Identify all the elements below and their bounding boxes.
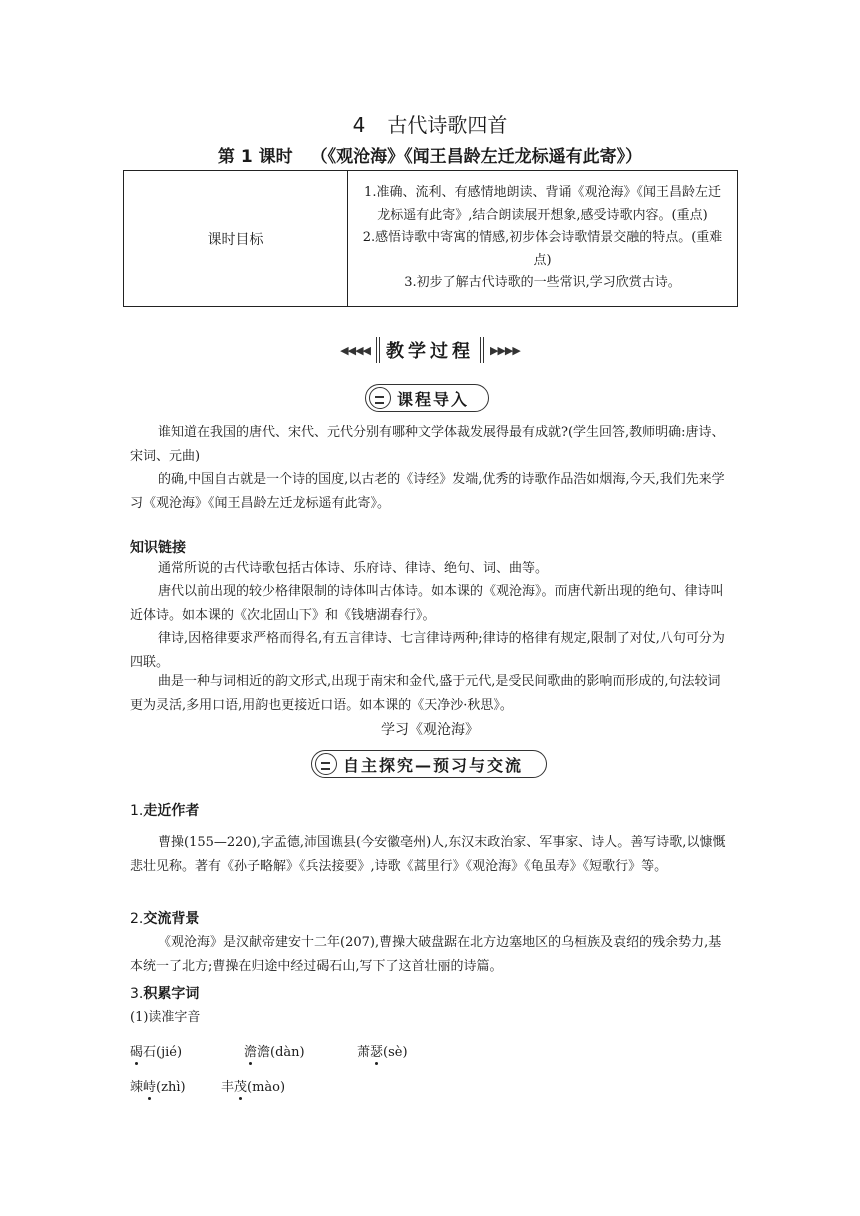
lesson-goals-table — [123, 170, 738, 307]
course-intro-badge — [365, 384, 489, 412]
badge-label: 课程导入 — [397, 389, 470, 409]
badge-label: 自主探究—预习与交流 — [343, 755, 524, 775]
intro-paragraph: 的确,中国自古就是一个诗的国度,以古老的《诗经》发端,优秀的诗歌作品浩如烟海,今天,我们先来学习《观沧海》《闻王昌龄左迁龙标遥有此寄》。 — [130, 472, 725, 511]
section-number: 2. — [130, 911, 144, 927]
knowledge-paragraph: 通常所说的古代诗歌包括古体诗、乐府诗、律诗、绝句、词、曲等。 — [158, 561, 549, 576]
book-icon — [315, 753, 337, 775]
study-title: 学习《观沧海》 — [381, 722, 479, 738]
left-arrows-icon: ◀◀◀◀ — [340, 343, 370, 357]
banner-bar — [480, 337, 484, 363]
knowledge-paragraph: 律诗,因格律要求严格而得名,有五言律诗、七言律诗两种;律诗的格律有规定,限制了对仗,八句可分为四联。 — [130, 631, 725, 670]
lesson-number: 4 — [352, 113, 366, 137]
goal-item: 3.初步了解古代诗歌的一些常识,学习欣赏古诗。 — [404, 275, 681, 291]
right-arrows-icon: ▶▶▶▶ — [490, 343, 520, 357]
lesson-poems: （《观沧海》《闻王昌龄左迁龙标遥有此寄》） — [310, 147, 643, 167]
author-paragraph: 曹操(155—220),字孟德,沛国谯县(今安徽亳州)人,东汉末政治家、军事家、诗人。善写诗歌,以慷慨悲壮见称。著有《孙子略解》《兵法接要》,诗歌《蒿里行》《观沧海》《龟虽寿》《短歌行》等。 — [130, 835, 726, 874]
pronunciation-item: 竦峙(zhì) — [130, 1080, 186, 1095]
book-icon — [369, 387, 391, 409]
dotted-char: 澹 — [244, 1045, 258, 1060]
banner-title: 教学过程 — [386, 341, 474, 362]
dotted-char: 瑟 — [370, 1045, 384, 1060]
teaching-process-banner — [0, 337, 860, 367]
intro-paragraph: 谁知道在我国的唐代、宋代、元代分别有哪种文学体裁发展得最有成就?(学生回答,教师明确:唐诗、宋词、元曲) — [130, 425, 725, 464]
explore-badge — [311, 750, 547, 778]
section-title: 积累字词 — [143, 986, 200, 1002]
section-title: 交流背景 — [143, 911, 200, 927]
pronunciation-item: 澹澹(dàn) — [244, 1045, 305, 1060]
section-heading — [130, 983, 199, 1003]
lesson-period: 第 1 课时 — [217, 147, 293, 167]
knowledge-heading: 知识链接 — [130, 540, 186, 556]
section-number: 1. — [130, 803, 144, 819]
pronunciation-item: 碣石(jié) — [130, 1045, 183, 1060]
lesson-title-text: 古代诗歌四首 — [387, 113, 508, 137]
lesson-title — [0, 112, 860, 138]
lesson-subtitle — [0, 145, 860, 169]
section-number: 3. — [130, 986, 144, 1002]
pronunciation-item: 丰茂(mào) — [221, 1080, 286, 1095]
knowledge-paragraph: 唐代以前出现的较少格律限制的诗体叫古体诗。如本课的《观沧海》。而唐代新出现的绝句、律诗叫近体诗。如本课的《次北固山下》和《钱塘湖春行》。 — [130, 584, 724, 623]
dotted-char: 峙 — [143, 1080, 157, 1095]
knowledge-paragraph: 曲是一种与词相近的韵文形式,出现于南宋和金代,盛于元代,是受民间歌曲的影响而形成的,句法较词更为灵活,多用口语,用韵也更接近口语。如本课的《天净沙·秋思》。 — [130, 674, 721, 713]
banner-bar — [376, 337, 380, 363]
subsection-label: (1)读准字音 — [130, 1010, 201, 1025]
goal-item: 2.感悟诗歌中寄寓的情感,初步体会诗歌情景交融的特点。(重难点) — [362, 230, 723, 268]
goals-content — [348, 171, 738, 307]
goal-item: 1.准确、流利、有感情地朗读、背诵《观沧海》《闻王昌龄左迁龙标遥有此寄》,结合朗读展开想象,感受诗歌内容。(重点) — [364, 185, 721, 223]
pronunciation-item: 萧瑟(sè) — [357, 1045, 408, 1060]
dotted-char: 茂 — [234, 1080, 248, 1095]
section-heading — [130, 800, 199, 820]
section-heading — [130, 908, 199, 928]
section-title: 走近作者 — [143, 803, 200, 819]
background-paragraph: 《观沧海》是汉献帝建安十二年(207),曹操大破盘踞在北方边塞地区的乌桓族及袁绍的残余势力,基本统一了北方;曹操在归途中经过碣石山,写下了这首壮丽的诗篇。 — [130, 935, 722, 974]
dotted-char: 碣 — [130, 1045, 144, 1060]
goals-label: 课时目标 — [124, 171, 348, 307]
